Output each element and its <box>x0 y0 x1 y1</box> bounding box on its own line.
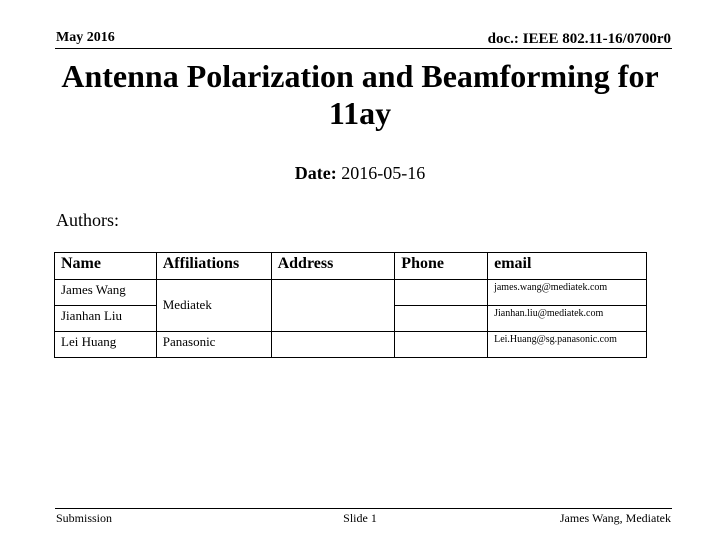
table-row <box>55 280 647 306</box>
cell-name: Lei Huang <box>55 332 157 358</box>
col-header-email: email <box>488 253 647 280</box>
cell-phone <box>395 306 488 332</box>
footer-rule <box>55 508 672 509</box>
col-header-name: Name <box>55 253 157 280</box>
cell-address <box>271 280 395 332</box>
cell-phone <box>395 280 488 306</box>
date-label: Date: <box>294 163 337 183</box>
date-value: 2016-05-16 <box>341 163 426 183</box>
footer-author: James Wang, Mediatek <box>559 511 671 525</box>
authors-table <box>54 252 647 358</box>
cell-name: Jianhan Liu <box>55 306 157 332</box>
cell-affiliation: Mediatek <box>156 280 271 332</box>
cell-name: James Wang <box>55 280 157 306</box>
table-row <box>55 332 647 358</box>
header-rule <box>55 48 672 49</box>
title-line-2: 11ay <box>328 95 392 131</box>
cell-email: Lei.Huang@sg.panasonic.com <box>488 332 647 358</box>
col-header-phone: Phone <box>395 253 488 280</box>
col-header-address: Address <box>271 253 395 280</box>
header-doc-id: doc.: IEEE 802.11-16/0700r0 <box>487 31 671 47</box>
title-line-1: Antenna Polarization and Beamforming for <box>61 58 659 94</box>
footer-submission: Submission <box>56 511 113 525</box>
col-header-affiliations: Affiliations <box>156 253 271 280</box>
authors-label: Authors: <box>56 210 119 230</box>
cell-email: james.wang@mediatek.com <box>488 280 647 306</box>
cell-affiliation: Panasonic <box>156 332 271 358</box>
slide-title <box>40 58 680 132</box>
date-line <box>0 163 720 184</box>
cell-email: Jianhan.liu@mediatek.com <box>488 306 647 332</box>
cell-phone <box>395 332 488 358</box>
cell-address <box>271 332 395 358</box>
footer-slide-number: Slide 1 <box>343 511 377 525</box>
header-date: May 2016 <box>56 30 115 45</box>
table-header-row <box>55 253 647 280</box>
